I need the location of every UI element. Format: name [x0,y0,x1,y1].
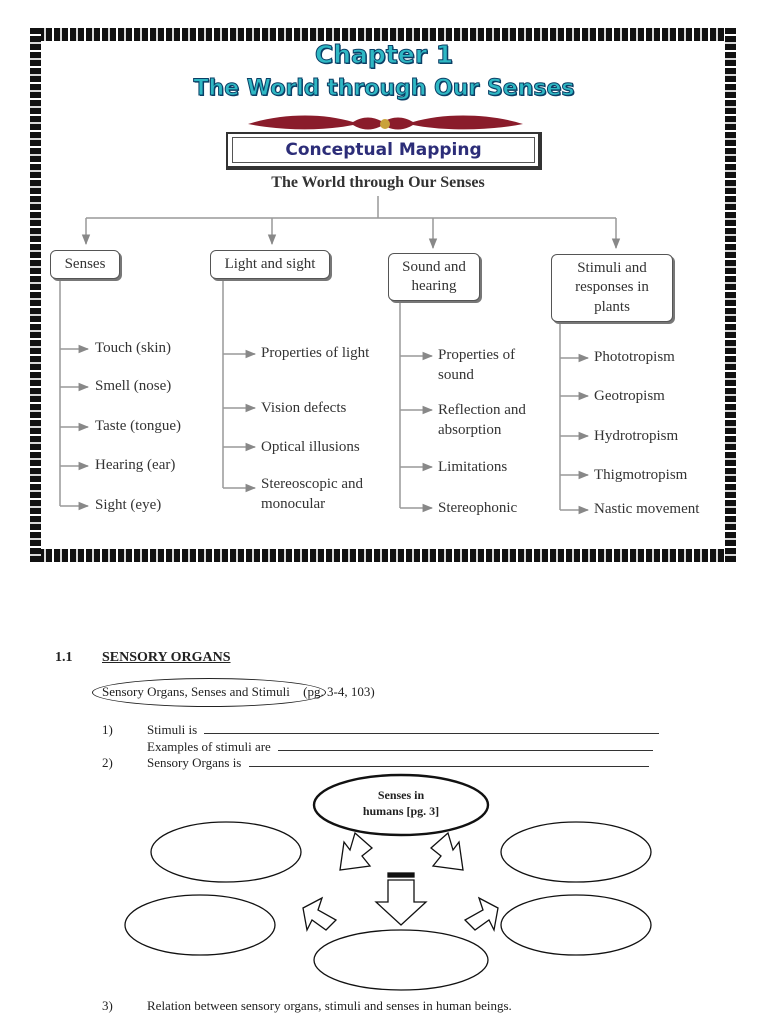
leaf-nastic-movement: Nastic movement [594,501,700,517]
leaf-reflection-absorption: Reflection and absorption [438,402,526,438]
leaf-vision-defects: Vision defects [261,400,347,416]
leaf-limitations: Limitations [438,459,508,475]
answer-ellipse-mid-left [125,895,275,955]
leaf-optical-illusions: Optical illusions [261,439,360,455]
leaf-touch: Touch (skin) [95,340,172,356]
leaf-smell: Smell (nose) [95,378,172,394]
answer-ellipse-top-right [501,822,651,882]
question-2-text: Sensory Organs is [147,755,242,770]
concept-map-title: The World through Our Senses [271,174,485,191]
leaf-taste: Taste (tongue) [95,418,182,434]
topic-title: Sensory Organs, Senses and Stimuli [102,684,290,699]
question-1-sub [147,739,653,755]
topic-pages: (pg. 3-4, 103) [303,684,375,699]
chapter-number: Chapter 1 [314,40,454,69]
question-1-number: 1) [102,722,113,737]
section-number: 1.1 [55,650,73,665]
answer-ellipse-bottom [314,930,488,990]
diagram-center-label: Senses in humans [pg. 3] [362,788,440,819]
question-3-text: Relation between sensory organs, stimuli and senses in human beings. [147,998,512,1013]
answer-blank-1b[interactable] [278,740,653,751]
question-1-sub-text: Examples of stimuli are [147,739,271,754]
answer-blank-2[interactable] [249,756,649,767]
answer-ellipse-top-left [151,822,301,882]
leaf-properties-of-light: Properties of light [261,345,370,361]
branch-senses: Senses [50,250,120,279]
leaf-stereoscopic: Stereoscopic and monocular [261,476,364,512]
leaf-hydrotropism: Hydrotropism [594,428,679,444]
question-1 [147,722,659,738]
leaf-hearing: Hearing (ear) [95,457,176,473]
question-1-text: Stimuli is [147,722,198,737]
section-title: SENSORY ORGANS [102,650,231,665]
leaf-stereophonic: Stereophonic [438,500,518,516]
topic-line [102,684,375,700]
question-2 [147,755,649,771]
question-2-number: 2) [102,755,113,770]
leaf-thigmotropism: Thigmotropism [594,467,688,483]
leaf-properties-of-sound: Properties of sound [438,347,516,383]
branch-light-and-sight: Light and sight [210,250,330,279]
answer-blank-1[interactable] [204,723,659,734]
banner-label: Conceptual Mapping [232,137,535,163]
branch-sound-and-hearing: Sound and hearing [388,253,480,301]
leaf-phototropism: Phototropism [594,349,675,365]
chapter-title: The World through Our Senses [193,76,575,101]
leaf-sight: Sight (eye) [95,497,162,513]
answer-ellipse-mid-right [501,895,651,955]
question-3-number: 3) [102,998,113,1013]
branch-stimuli-responses-plants: Stimuli and responses in plants [551,254,673,322]
leaf-geotropism: Geotropism [594,388,665,404]
